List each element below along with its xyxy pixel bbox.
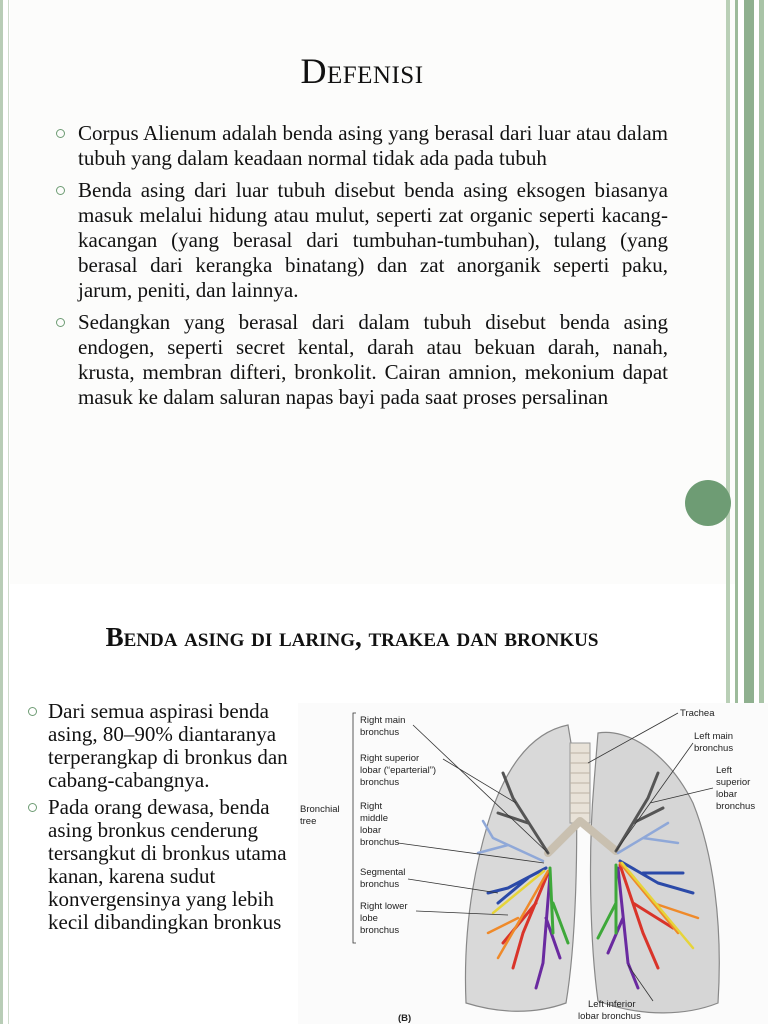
svg-text:bronchus: bronchus — [360, 925, 400, 936]
svg-text:bronchus: bronchus — [360, 727, 400, 738]
circle-bullet-icon — [28, 803, 37, 812]
list-item: Sedangkan yang berasal dari dalam tubuh disebut benda asing endogen, seperti secret kental, darah atau bekuan darah, nanah, krusta, membran difteri, bronkolit. Cairan amnion, mekonium dapat masuk ke dalam saluran napas bayi pada saat proses persalinan — [56, 310, 668, 410]
label-right-main-bronchus: Right main — [360, 715, 406, 726]
left-border-line — [8, 0, 9, 1024]
lungs-diagram — [298, 703, 768, 1024]
bronchial-tree-illustration — [298, 703, 768, 1024]
label-trachea: Trachea — [680, 708, 715, 719]
label-bronchial-tree: Bronchial — [300, 804, 340, 815]
label-left-superior-lobar-bronchus: Left — [716, 765, 732, 776]
svg-text:bronchus: bronchus — [360, 777, 400, 788]
label-right-middle-lobar-bronchus: Right — [360, 801, 383, 812]
svg-text:tree: tree — [300, 816, 317, 827]
accent-dot — [685, 480, 731, 526]
label-left-main-bronchus: Left main — [694, 731, 734, 742]
slide-title-definition: Defenisi — [300, 51, 424, 91]
list-item: Pada orang dewasa, benda asing bronkus cenderung tersangkut di bronkus utama kanan, karena sudut konvergensinya yang lebih kecil dibandingkan bronkus — [28, 796, 300, 934]
list-item: Benda asing dari luar tubuh disebut benda asing eksogen biasanya masuk melalui hidung atau mulut, seperti zat organic seperti kacang-kacangan (yang berasal dari tumbuhan-tumbuhan), tulang (yang berasal dari kerangka binatang) dan zat anorganik seperti paku, jarum, peniti, dan lainnya. — [56, 178, 668, 303]
list-item: Dari semua aspirasi benda asing, 80–90% diantaranya terperangkap di bronkus dan cabang-cabangnya. — [28, 700, 300, 792]
svg-text:lobar: lobar — [360, 825, 382, 836]
svg-text:bronchus: bronchus — [360, 879, 400, 890]
svg-text:bronchus: bronchus — [694, 743, 734, 754]
slide-title-foreign-body: Benda asing di laring, trakea dan bronkus — [105, 622, 599, 652]
label-left-inferior-lobar-bronchus: Left inferior — [588, 999, 636, 1010]
slide-definition — [10, 0, 736, 584]
svg-text:bronchus: bronchus — [716, 801, 756, 812]
circle-bullet-icon — [56, 186, 65, 195]
svg-text:superior: superior — [716, 777, 751, 788]
label-right-lower-lobe-bronchus: Right lower — [360, 901, 408, 912]
left-border — [0, 0, 3, 1024]
svg-text:lobar bronchus: lobar bronchus — [578, 1011, 641, 1022]
circle-bullet-icon — [56, 318, 65, 327]
label-panel-b: (B) — [398, 1013, 412, 1024]
definition-bullet-list — [56, 121, 668, 417]
svg-text:lobar: lobar — [716, 789, 738, 800]
circle-bullet-icon — [56, 129, 65, 138]
label-right-superior-lobar-bronchus: Right superior — [360, 753, 420, 764]
svg-text:middle: middle — [360, 813, 388, 824]
label-segmental-bronchus: Segmental — [360, 867, 406, 878]
circle-bullet-icon — [28, 707, 37, 716]
svg-text:lobar (“eparterial”): lobar (“eparterial”) — [360, 765, 437, 776]
right-lung-shape — [465, 725, 576, 1011]
svg-text:lobe: lobe — [360, 913, 378, 924]
svg-text:bronchus: bronchus — [360, 837, 400, 848]
foreign-body-bullet-list — [28, 700, 300, 938]
list-item: Corpus Alienum adalah benda asing yang berasal dari luar atau dalam tubuh yang dalam keadaan normal tidak ada pada tubuh — [56, 121, 668, 171]
